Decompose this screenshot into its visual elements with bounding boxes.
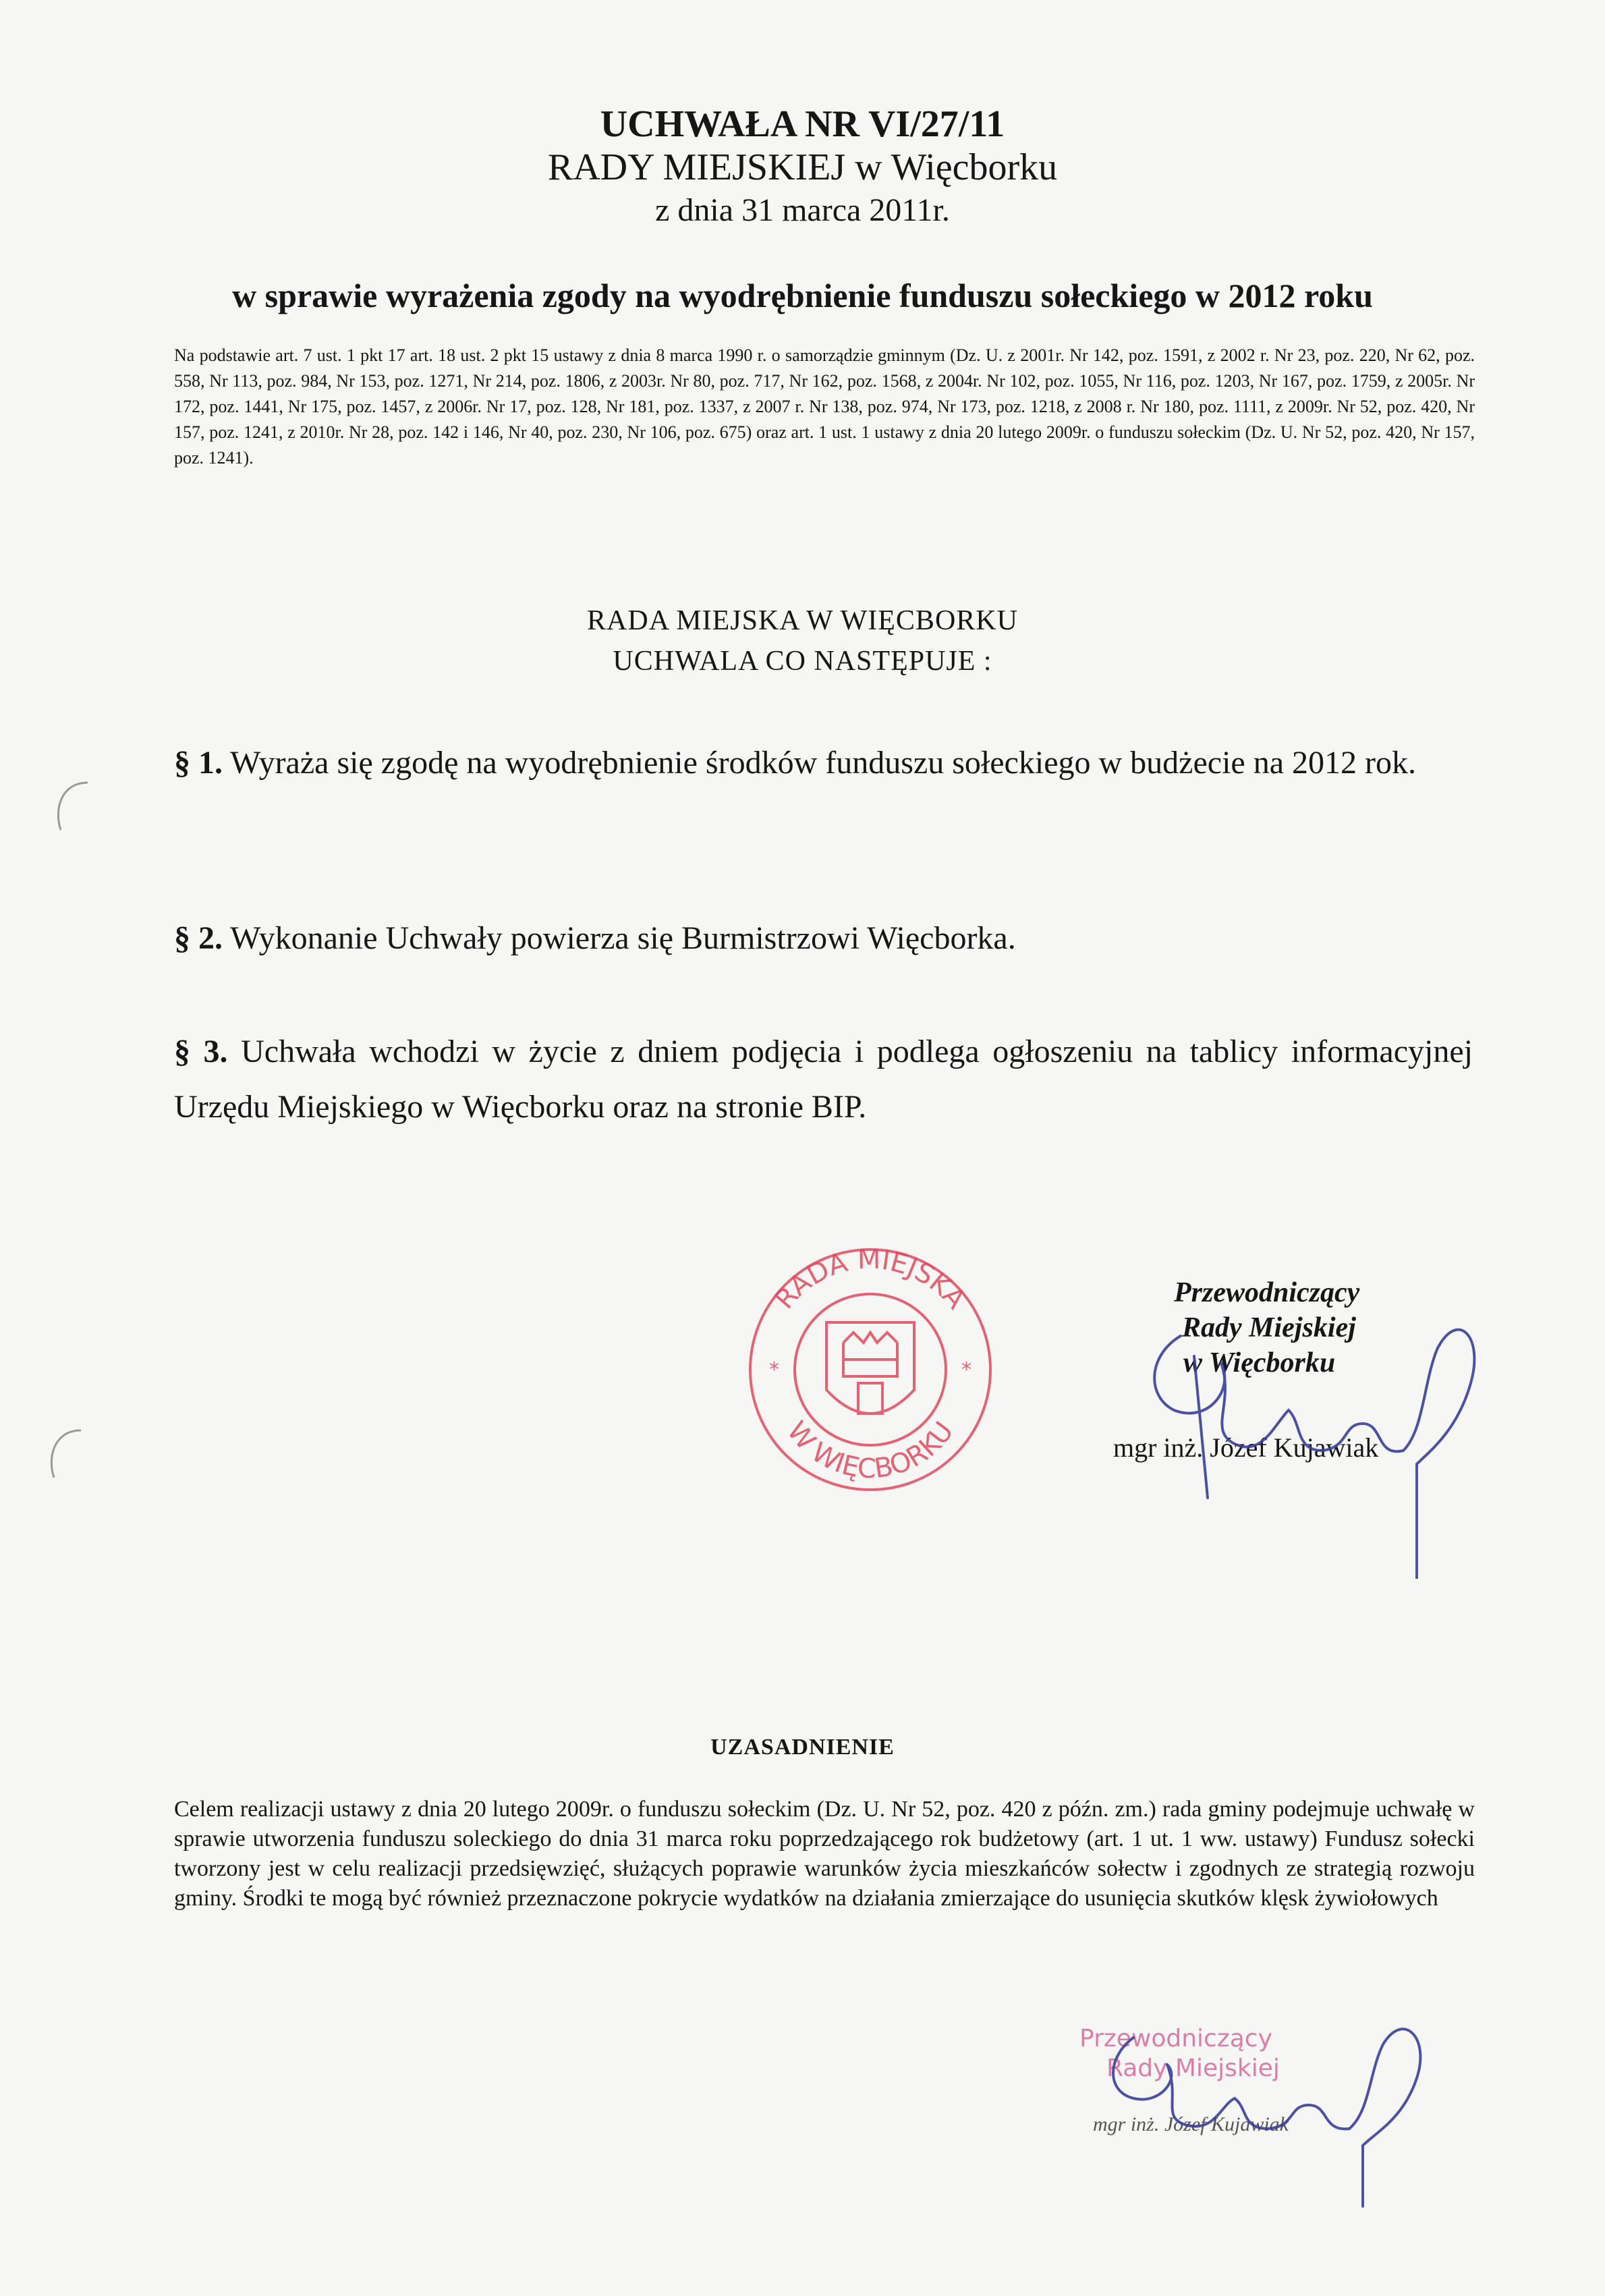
council-resolves-line2: UCHWALA CO NASTĘPUJE : [613, 646, 992, 677]
signature-title-2: Rady Miejskiej [1182, 1312, 1356, 1343]
svg-text:RADA MIEJSKA [769, 1244, 972, 1316]
council-seal-stamp [742, 1241, 998, 1498]
legal-basis: Na podstawie art. 7 ust. 1 pkt 17 art. 18 ust. 2 pkt 15 ustawy z dnia 8 marca 1990 r. o samorządzie gminnym (Dz. U. z 2001r. Nr 142, poz. 1591, z 2002 r. Nr 23, poz. 220, Nr 62, poz. 558, Nr 113, poz. 984, Nr 153, poz. 1271, Nr 214, poz. 1806, z 2003r. Nr 80, poz. 717, Nr 162, poz. 1568, z 2004r. Nr 102, poz. 1055, Nr 116, poz. 1203, Nr 167, poz. 1759, z 2005r. Nr 172, poz. 1441, Nr 175, poz. 1457, z 2006r. Nr 17, poz. 128, Nr 181, poz. 1337, z 2007 r. Nr 138, poz. 974, Nr 173, poz. 1218, z 2008 r. Nr 180, poz. 1111, z 2009r. Nr 52, poz. 420, Nr 157, poz. 1241, z 2010r. Nr 28, poz. 142 i 146, Nr 40, poz. 230, Nr 106, poz. 675) oraz art. 1 ust. 1 ustawy z dnia 20 lutego 2009r. o funduszu sołeckim (Dz. U. Nr 52, poz. 420, Nr 157, poz. 1241). [174, 345, 1475, 468]
bottom-handwritten-signature [1093, 2011, 1444, 2213]
resolution-subject: w sprawie wyrażenia zgody na wyodrębnienie funduszu sołeckiego w 2012 roku [232, 277, 1373, 314]
bottom-stamp-name: mgr inż. Józef Kujawiak [1093, 2113, 1289, 2135]
paragraph-2-text: Wykonanie Uchwały powierza się Burmistrzowi Więcborka. [230, 920, 1016, 956]
svg-text:*: * [961, 1358, 972, 1382]
signatory-name: mgr inż. Józef Kujawiak [1113, 1432, 1379, 1463]
justification-text: Celem realizacji ustawy z dnia 20 lutego 2009r. o funduszu sołeckim (Dz. U. Nr 52, poz. 420 z późn. zm.) rada gminy podejmuje uchwałę w sprawie utworzenia funduszu soleckiego do dnia 31 marca roku poprzedzającego rok budżetowy (art. 1 ut. 1 ww. ustawy) Fundusz sołecki tworzony jest w celu realizacji przedsięwzięć, służących poprawie warunków życia mieszkańców sołectw i zgodnych ze strategią rozwoju gminy. Środki te mogą być również przeznaczone pokrycie wydatków na działania zmierzające do usunięcia skutków klęsk żywiołowych [174, 1797, 1475, 1911]
document-header [0, 103, 1605, 232]
paragraph-1 [174, 735, 1473, 791]
bottom-stamp-line1: Przewodniczący [1079, 2025, 1272, 2052]
resolution-heading [0, 600, 1605, 681]
paragraph-2 [174, 911, 1473, 966]
svg-text:W WIĘCBORKU [781, 1416, 959, 1484]
signature-title-1: Przewodniczący [1174, 1277, 1360, 1308]
paragraph-3-text: Uchwała wchodzi w życie z dniem podjęcia i podlega ogłoszeniu na tablicy informacyjnej Urzędu Miejskiego w Więcborku oraz na stronie BIP. [174, 1034, 1473, 1125]
bottom-stamp-line2: Rady Miejskiej [1106, 2054, 1280, 2082]
council-name: RADY MIEJSKIEJ w Więcborku [547, 146, 1058, 188]
paragraph-2-number: § 2. [174, 920, 223, 956]
council-resolves-line1: RADA MIEJSKA W WIĘCBORKU [587, 605, 1018, 636]
binder-hole-mark-bottom [40, 1417, 94, 1484]
seal-text-bottom: W WIĘCBORKU [781, 1416, 960, 1485]
seal-text-top: RADA MIEJSKA [768, 1243, 972, 1316]
resolution-title: UCHWAŁA NR VI/27/11 [600, 103, 1005, 145]
paragraph-1-number: § 1. [174, 745, 223, 781]
paragraph-3 [174, 1024, 1473, 1135]
binder-hole-mark-top [47, 769, 101, 837]
justification-heading: UZASADNIENIE [710, 1735, 895, 1760]
paragraph-3-number: § 3. [174, 1034, 228, 1069]
handwritten-signature [1120, 1295, 1498, 1579]
svg-text:*: * [769, 1358, 779, 1382]
resolution-date: z dnia 31 marca 2011r. [655, 192, 950, 228]
signature-title-3: w Więcborku [1183, 1347, 1336, 1378]
paragraph-1-text: Wyraża się zgodę na wyodrębnienie środków funduszu sołeckiego w budżecie na 2012 rok. [230, 745, 1416, 781]
